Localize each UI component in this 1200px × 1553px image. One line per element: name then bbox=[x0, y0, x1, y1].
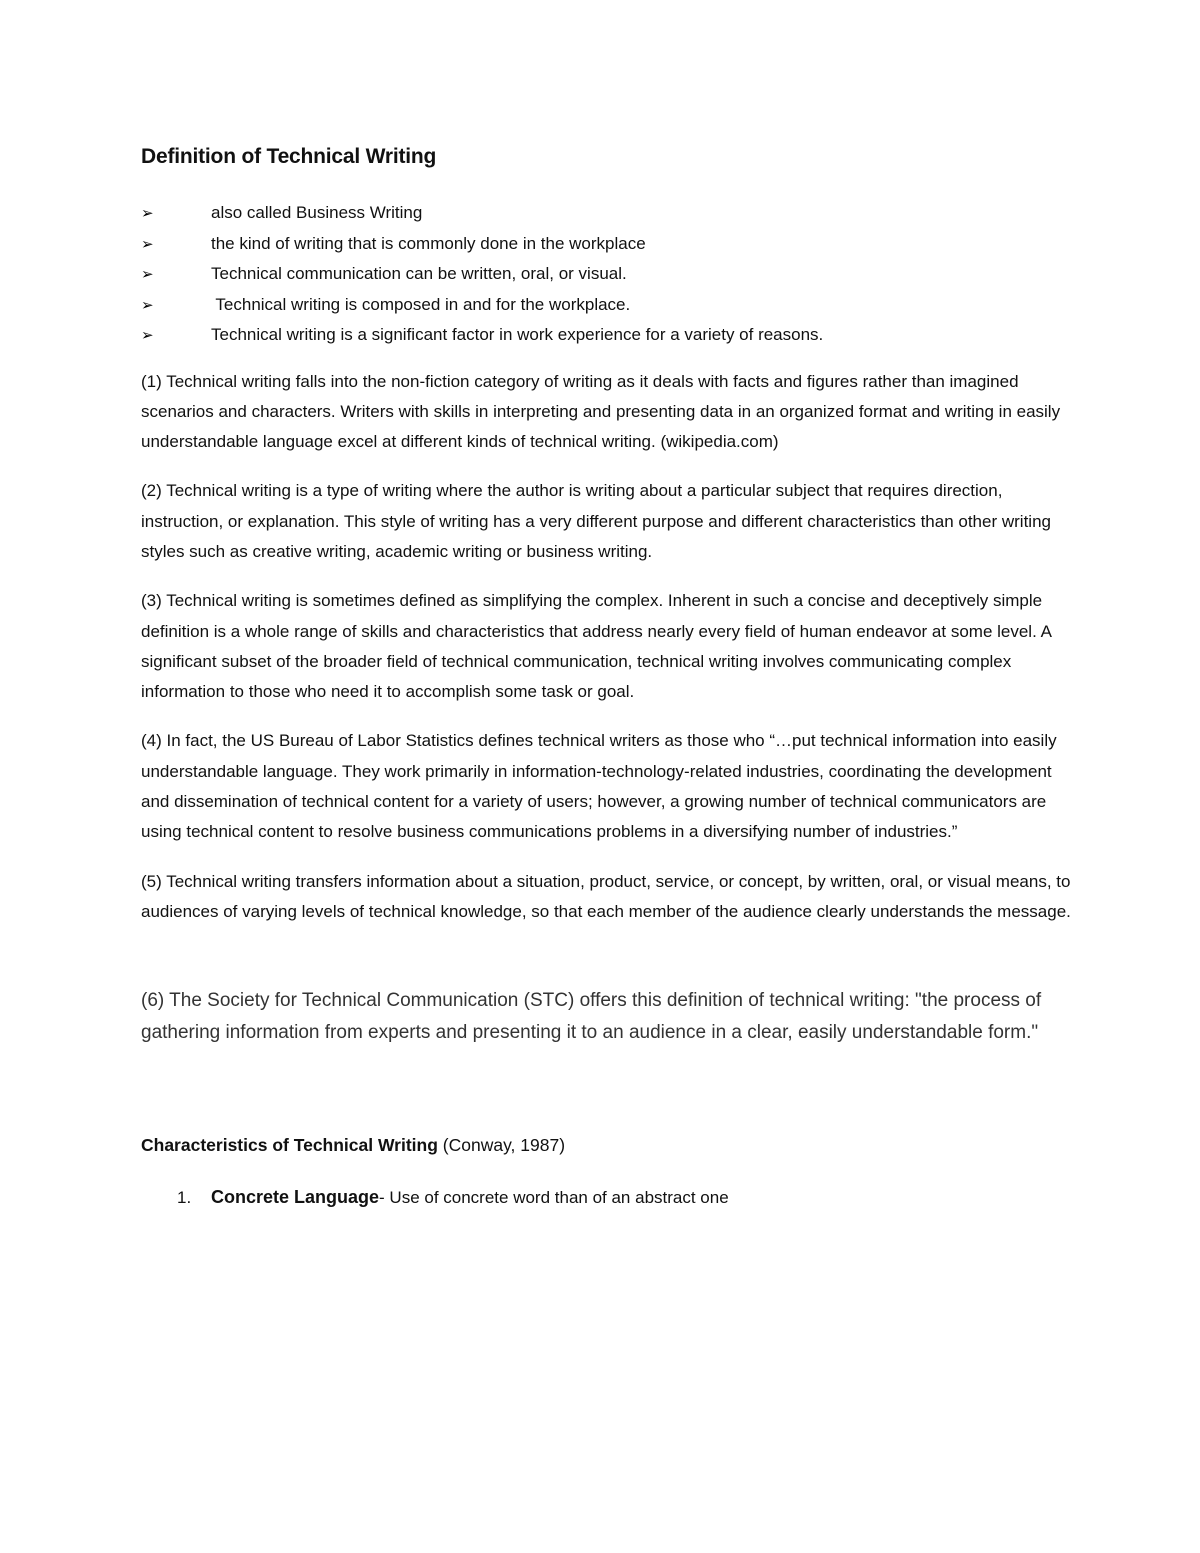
characteristic-term: Concrete Language bbox=[211, 1187, 380, 1208]
arrowhead-bullet-icon: ➢ bbox=[141, 326, 154, 344]
bullet-text: Technical communication can be written, oral, or visual. bbox=[211, 264, 627, 283]
list-item bbox=[141, 229, 1071, 260]
definition-paragraph-6: (6) The Society for Technical Communication (STC) offers this definition of technical writing: "the process of gathering information from experts and presenting it to an audience in a clear, easily understandable form." bbox=[141, 990, 1042, 1043]
list-item bbox=[141, 1182, 1071, 1213]
list-item bbox=[141, 290, 1071, 321]
characteristic-description: - Use of concrete word than of an abstract one bbox=[379, 1188, 729, 1208]
list-item-body bbox=[211, 1182, 729, 1213]
list-item bbox=[141, 259, 1071, 290]
characteristics-citation: (Conway, 1987) bbox=[437, 1135, 566, 1156]
list-item-number: 1. bbox=[177, 1188, 192, 1208]
definition-paragraph-2: (2) Technical writing is a type of writing where the author is writing about a particular subject that requires direction, instruction, or explanation. This style of writing has a very different purpose and different characteristics than other writing styles such as creative writing, academic writing or business writing. bbox=[141, 481, 1051, 561]
characteristics-heading bbox=[141, 1130, 1071, 1160]
bullet-text: the kind of writing that is commonly done in the workplace bbox=[211, 233, 646, 253]
definition-paragraph-4: (4) In fact, the US Bureau of Labor Statistics defines technical writers as those who “…put technical information into easily understandable language. They work primarily in information-technology-related industries, coordinating the development and dissemination of technical content for a variety of users; however, a growing number of technical communicators are using technical content to resolve business communications problems in a diversifying number of industries.” bbox=[141, 731, 1057, 842]
characteristics-list bbox=[141, 1182, 1071, 1213]
characteristics-heading-text: Characteristics of Technical Writing bbox=[141, 1135, 438, 1156]
document-content bbox=[141, 140, 1071, 1213]
arrowhead-bullet-icon: ➢ bbox=[141, 204, 154, 222]
bullet-text: Technical writing is composed in and for the workplace. bbox=[211, 294, 631, 314]
list-item bbox=[141, 320, 1071, 351]
bullet-text: also called Business Writing bbox=[211, 203, 423, 222]
arrowhead-bullet-icon: ➢ bbox=[141, 295, 154, 314]
arrowhead-bullet-icon: ➢ bbox=[141, 265, 154, 283]
definition-paragraph-5: (5) Technical writing transfers information about a situation, product, service, or concept, by written, oral, or visual means, to audiences of varying levels of technical knowledge, so that each member of the audience clearly understands the message. bbox=[141, 871, 1071, 921]
definition-paragraph-3: (3) Technical writing is sometimes defined as simplifying the complex. Inherent in such a concise and deceptively simple definition is a whole range of skills and characteristics that address nearly every field of human endeavor at some level. A significant subset of the broader field of technical communication, technical writing involves communicating complex information to those who need it to accomplish some task or goal. bbox=[141, 591, 1051, 702]
document-title: Definition of Technical Writing bbox=[141, 145, 437, 168]
bullet-text: Technical writing is a significant factor in work experience for a variety of reasons. bbox=[211, 325, 824, 344]
definition-bullet-list bbox=[141, 198, 1071, 351]
arrowhead-bullet-icon: ➢ bbox=[141, 234, 154, 253]
definition-paragraph-1: (1) Technical writing falls into the non-fiction category of writing as it deals with facts and figures rather than imagined scenarios and characters. Writers with skills in interpreting and presenting data in an organized format and writing in easily understandable language excel at different kinds of technical writing. (wikipedia.com) bbox=[141, 371, 1061, 452]
list-item bbox=[141, 198, 1071, 229]
